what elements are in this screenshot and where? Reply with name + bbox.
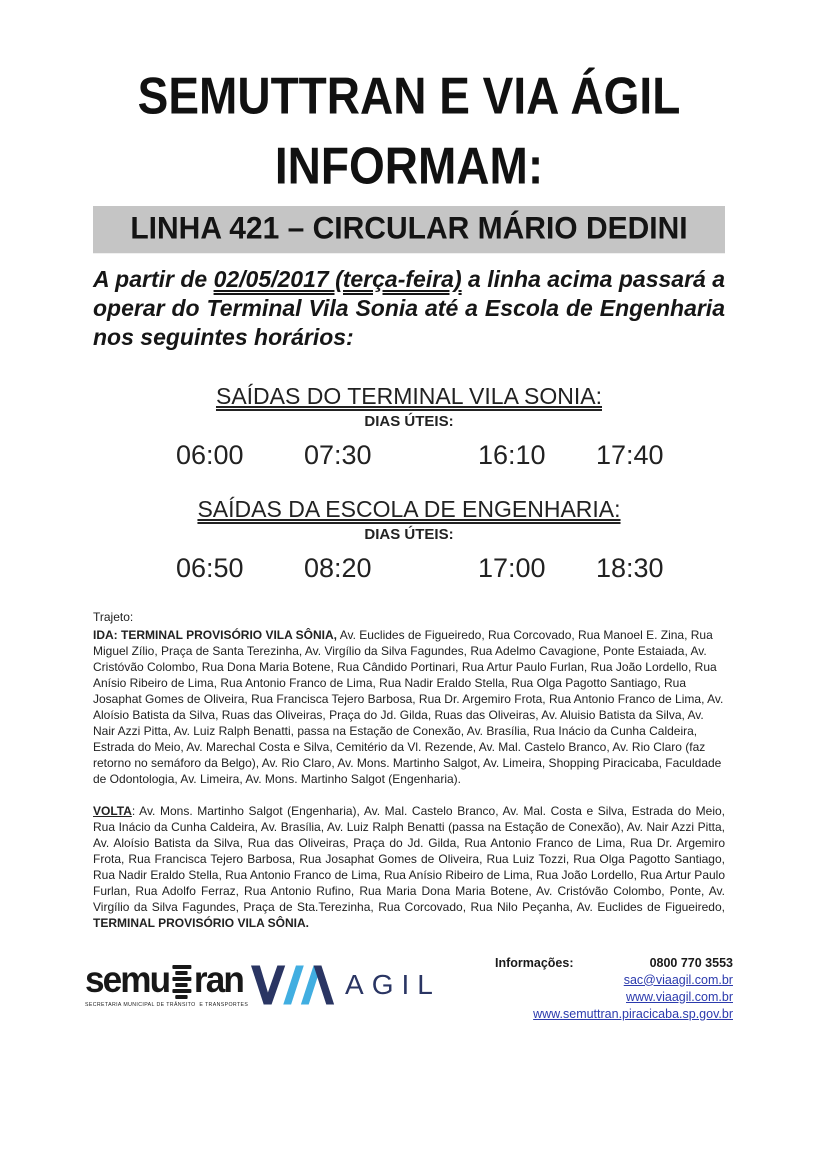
semuttran-wordmark [85, 959, 248, 1001]
times-row [93, 440, 725, 472]
viaagil-logo [251, 953, 441, 1005]
schedule-subheading: DIAS ÚTEIS: [364, 525, 454, 543]
info-label: Informações: [494, 955, 574, 970]
line-banner: LINHA 421 – CIRCULAR MÁRIO DEDINI [93, 206, 725, 253]
semuttran-tagline [85, 1002, 248, 1008]
route-ida-paragraph [93, 627, 725, 787]
route-volta-lead: VOLTA [93, 803, 132, 818]
document-content [85, 0, 733, 1023]
time-value: 06:00 [176, 439, 244, 470]
semuttran-word-post: ran [193, 958, 243, 1000]
route-label: Trajeto: [93, 609, 134, 624]
route-ida-lead: IDA: TERMINAL PROVISÓRIO VILA SÔNIA, [93, 627, 338, 642]
semuttran-word-pre: semu [85, 958, 170, 1000]
link-viaagil-site[interactable]: www.viaagil.com.br [626, 989, 733, 1004]
route-ida-body: Av. Euclides de Figueiredo, Rua Corcovado, Rua Manoel E. Zina, Rua Miguel Zílio, Praça de Santa Terezinha, Av. Virgílio da Silva Fagundes, Rua Adelmo Cavagione, Ponte Estaiada, Av. Cristóvão Colombo, Rua Dona Maria Botene, Rua Cândido Portinari, Rua Artur Paulo Furlan, Rua João Lordello, Rua Anísio Ribeiro de Lima, Rua Antonio Franco de Lima, Rua Nadir Eraldo Stella, Rua Olga Pagotto Santiago, Rua Josaphat Gomes de Oliveira, Rua Francisca Tejero Barbosa, Rua Dr. Argemiro Frota, Rua Antonio Franco de Lima, Av. Aloísio Batista da Silva, Ruas das Oliveiras, Praça do Jd. Gilda, Ruas das Oliveiras, Av. Aluisio Batista da Silva, Av. Nair Azzi Pitta, Av. Luiz Ralph Benatti, passa na Estação de Conexão, Av. Brasília, Rua Inácio da Cunha Caldeira, Estrada do Meio, Av. Marechal Costa e Silva, Cemitério da Vl. Rezende, Av. Mal. Castelo Branco, Av. Rio Claro (faz retorno no semáforo da Belgo), Av. Rio Claro, Av. Mons. Martinho Salgot, Av. Limeira, Shopping Piracicaba, Faculdade de Odontologia, Av. Limeira, Av. Mons. Martinho Salgot (Engenharia). [93, 627, 724, 786]
intro-date-underlined: 02/05/2017 (terça-feira) [213, 266, 462, 292]
info-phone-row [495, 955, 733, 972]
time-value: 06:50 [176, 552, 244, 583]
schedule-subheading: DIAS ÚTEIS: [364, 412, 454, 430]
route-volta-tail: TERMINAL PROVISÓRIO VILA SÔNIA. [93, 915, 310, 930]
time-value: 08:20 [304, 552, 372, 583]
time-value: 17:40 [596, 439, 664, 470]
time-value: 17:00 [478, 552, 546, 583]
viaagil-via-icon [251, 965, 339, 1005]
schedule-terminal-vila-sonia [93, 383, 725, 472]
schedule-heading [93, 383, 725, 410]
route-description [93, 609, 725, 931]
times-row [93, 553, 725, 585]
viaagil-wordmark: AGIL [345, 968, 441, 1000]
intro-paragraph [93, 265, 725, 353]
route-volta-body: : Av. Mons. Martinho Salgot (Engenharia), Av. Mal. Castelo Branco, Av. Mal. Costa e Silva, Estrada do Meio, Rua Inácio da Cunha Caldeira, Av. Brasília, Av. Luiz Ralph Benatti (passa na Estação de Conexão), Av. Nair Azzi Pitta, Av. Aloísio Batista da Silva, Rua das Oliveiras, Praça do Jd. Gilda, Rua Antonio Franco de Lima, Rua Dr. Argemiro Frota, Rua Francisca Tejero Barbosa, Rua Josaphat Gomes de Oliveira, Rua Luiz Tozzi, Rua Olga Pagotto Santiago, Rua Nadir Eraldo Stella, Rua Antonio Franco de Lima, Rua Anísio Ribeiro de Lima, Rua João Lordello, Rua Artur Paulo Furlan, Rua Adolfo Ferraz, Rua Antonio Rufino, Rua Maria Dona Maria Botene, Av. Cristóvão Colombo, Ponte, Av. Virgílio da Silva Fagundes, Praça de Sta.Terezinha, Rua Corcovado, Rua Nilo Peçanha, Av. Euclides de Figueiredo, [93, 803, 725, 914]
intro-post: a linha acima passará a operar do Terminal Vila Sonia até a Escola de Engenharia nos seguintes horários: [93, 266, 726, 351]
link-semuttran-site[interactable]: www.semuttran.piracicaba.sp.gov.br [533, 1006, 733, 1021]
semuttran-tagline-right: E TRANSPORTES [199, 1001, 249, 1008]
schedule-heading-text: SAÍDAS DO TERMINAL VILA SONIA: [215, 382, 602, 409]
page-title-line2: INFORMAM: [274, 136, 544, 195]
intro-pre: A partir de [93, 266, 214, 292]
page-title-line1: SEMUTTRAN E VIA ÁGIL [137, 66, 681, 125]
info-phone: 0800 770 3553 [649, 955, 733, 970]
schedule-heading [93, 496, 725, 523]
semuttran-logo [85, 953, 257, 1008]
traffic-bars-icon [172, 965, 191, 999]
link-email[interactable]: sac@viaagil.com.br [623, 972, 733, 987]
schedule-escola-engenharia [93, 496, 725, 585]
contact-info [495, 953, 733, 1023]
time-value: 07:30 [304, 439, 372, 470]
route-volta-paragraph [93, 803, 725, 931]
footer [85, 953, 733, 1023]
semuttran-tagline-left: SECRETARIA MUNICIPAL DE TRÂNSITO [85, 1001, 196, 1008]
time-value: 16:10 [478, 439, 546, 470]
time-value: 18:30 [596, 552, 664, 583]
schedule-heading-text: SAÍDAS DA ESCOLA DE ENGENHARIA: [197, 495, 621, 522]
